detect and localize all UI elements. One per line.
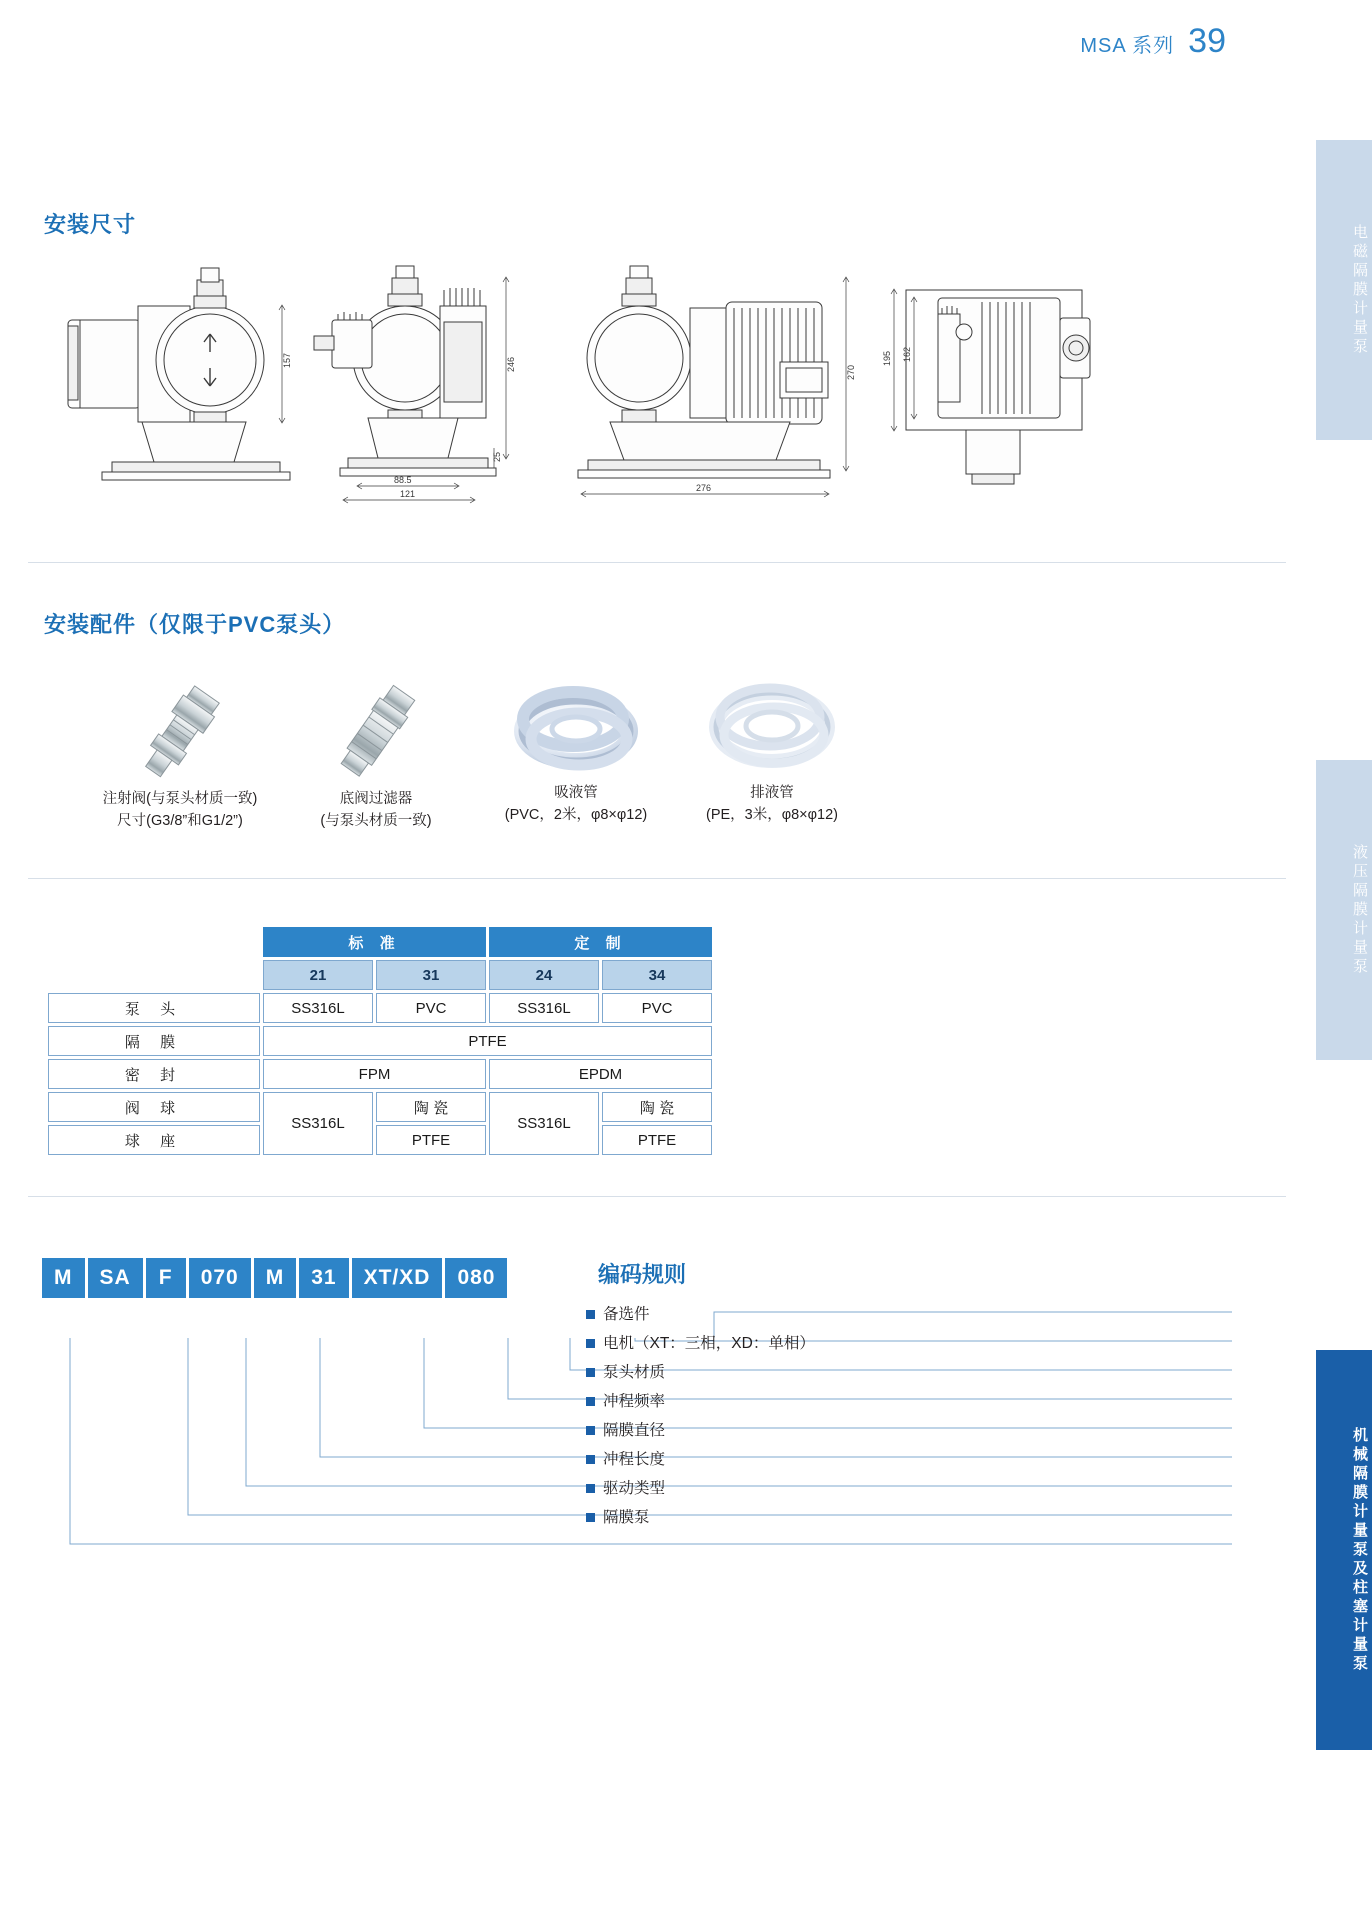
table-row — [48, 1059, 712, 1089]
cell-seat-34: PTFE — [602, 1125, 712, 1155]
legend-item-1 — [586, 1300, 815, 1329]
code-box-3: F — [146, 1258, 186, 1298]
code-box-5: M — [254, 1258, 297, 1298]
legend-label-8: 隔膜泵 — [603, 1509, 650, 1526]
table-row-code-header — [48, 960, 712, 990]
side-tab-mechanical[interactable]: 机械隔膜计量泵及柱塞计量泵 — [1316, 1350, 1372, 1750]
accessory-sub-4: (PE，3米，φ8×φ12) — [705, 807, 839, 823]
group-header-custom: 定 制 — [489, 927, 712, 957]
dim-88-5: 88.5 — [394, 475, 412, 485]
legend-label-2: 电机（XT：三相，XD：单相） — [603, 1335, 815, 1352]
row-label-seat: 球 座 — [48, 1125, 260, 1155]
row-label-ball: 阀 球 — [48, 1092, 260, 1122]
bullet-icon — [586, 1455, 595, 1464]
code-24: 24 — [489, 960, 599, 990]
code-box-4: 070 — [189, 1258, 251, 1298]
drawing-rear-view — [540, 262, 870, 534]
table-row — [48, 1125, 712, 1155]
accessory-sub-1: 尺寸(G3/8”和G1/2”) — [117, 813, 243, 829]
materials-table — [45, 924, 715, 1158]
row-label-diaphragm: 隔 膜 — [48, 1026, 260, 1056]
discharge-hose-icon — [612, 672, 932, 782]
accessory-sub-2: (与泵头材质一致) — [320, 813, 432, 829]
dim-246: 246 — [506, 356, 516, 372]
code-34: 34 — [602, 960, 712, 990]
code-box-1: M — [42, 1258, 85, 1298]
bullet-icon — [586, 1368, 595, 1377]
legend-label-6: 冲程长度 — [603, 1451, 666, 1468]
dim-270: 270 — [846, 364, 856, 380]
dimension-drawings — [40, 262, 1266, 534]
code-box-2: SA — [88, 1258, 143, 1298]
bullet-icon — [586, 1397, 595, 1406]
legend-item-7 — [586, 1474, 815, 1503]
accessory-discharge-hose — [612, 672, 932, 826]
cell-pumphead-24: SS316L — [489, 993, 599, 1023]
legend-item-5 — [586, 1416, 815, 1445]
divider-1 — [28, 562, 1286, 563]
dimensions-title: 安装尺寸 — [44, 212, 137, 237]
dim-121: 121 — [400, 489, 416, 499]
cell-ball-34: 陶 瓷 — [602, 1092, 712, 1122]
dim-162: 162 — [902, 346, 912, 362]
cell-seat-31: PTFE — [376, 1125, 486, 1155]
legend-label-1: 备选件 — [603, 1306, 650, 1323]
code-box-7: XT/XD — [352, 1258, 443, 1298]
cell-ball-21: SS316L — [263, 1092, 373, 1155]
code-rule-title: 编码规则 — [598, 1262, 687, 1287]
side-tab-hydraulic[interactable]: 液压隔膜计量泵 — [1316, 760, 1372, 1060]
legend-label-4: 冲程频率 — [603, 1393, 666, 1410]
divider-3 — [28, 1196, 1286, 1197]
legend-item-8 — [586, 1503, 815, 1532]
dim-195: 195 — [882, 350, 892, 366]
table-row — [48, 1026, 712, 1056]
cell-ball-31: 陶 瓷 — [376, 1092, 486, 1122]
accessories-title: 安装配件（仅限于PVC泵头） — [44, 612, 346, 637]
legend-item-2 — [586, 1329, 815, 1358]
bullet-icon — [586, 1484, 595, 1493]
dim-276: 276 — [696, 483, 712, 493]
cell-pumphead-34: PVC — [602, 993, 712, 1023]
code-box-6: 31 — [299, 1258, 348, 1298]
series-name: MSA 系列 — [1080, 35, 1175, 57]
dim-157: 157 — [282, 352, 292, 368]
bullet-icon — [586, 1513, 595, 1522]
cell-seal-standard: FPM — [263, 1059, 486, 1089]
row-label-pumphead: 泵 头 — [48, 993, 260, 1023]
cell-ball-24: SS316L — [489, 1092, 599, 1155]
table-row-group-header — [48, 927, 712, 957]
cell-seal-custom: EPDM — [489, 1059, 712, 1089]
legend-label-7: 驱动类型 — [603, 1480, 666, 1497]
page-number: 39 — [1188, 22, 1226, 60]
legend-item-3 — [586, 1358, 815, 1387]
accessory-sub-3: (PVC，2米，φ8×φ12) — [504, 807, 648, 823]
legend-item-6 — [586, 1445, 815, 1474]
cell-pumphead-31: PVC — [376, 993, 486, 1023]
accessory-label-4: 排液管 — [750, 785, 794, 801]
accessory-label-2: 底阀过滤器 — [339, 791, 413, 807]
legend-label-3: 泵头材质 — [603, 1364, 666, 1381]
bullet-icon — [586, 1339, 595, 1348]
code-rule-legend — [586, 1300, 815, 1532]
accessory-label-3: 吸液管 — [554, 785, 598, 801]
table-row — [48, 993, 712, 1023]
drawing-front-view — [50, 262, 300, 534]
bullet-icon — [586, 1426, 595, 1435]
legend-label-5: 隔膜直径 — [603, 1422, 666, 1439]
drawing-side-view — [308, 262, 538, 534]
group-header-standard: 标 准 — [263, 927, 486, 957]
table-row — [48, 1092, 712, 1122]
legend-item-4 — [586, 1387, 815, 1416]
code-31: 31 — [376, 960, 486, 990]
side-tab-rail — [1312, 0, 1372, 1920]
code-box-8: 080 — [445, 1258, 507, 1298]
cell-pumphead-21: SS316L — [263, 993, 373, 1023]
code-rule-boxes — [42, 1258, 507, 1298]
page-header — [1080, 22, 1226, 61]
divider-2 — [28, 878, 1286, 879]
bullet-icon — [586, 1310, 595, 1319]
dim-25: 25 — [492, 451, 502, 462]
row-label-seal: 密 封 — [48, 1059, 260, 1089]
cell-diaphragm-all: PTFE — [263, 1026, 712, 1056]
accessories-row — [40, 648, 1266, 858]
code-21: 21 — [263, 960, 373, 990]
accessory-label-1: 注射阀(与泵头材质一致) — [102, 791, 258, 807]
drawing-top-view — [880, 262, 1120, 534]
side-tab-solenoid[interactable]: 电磁隔膜计量泵 — [1316, 140, 1372, 440]
